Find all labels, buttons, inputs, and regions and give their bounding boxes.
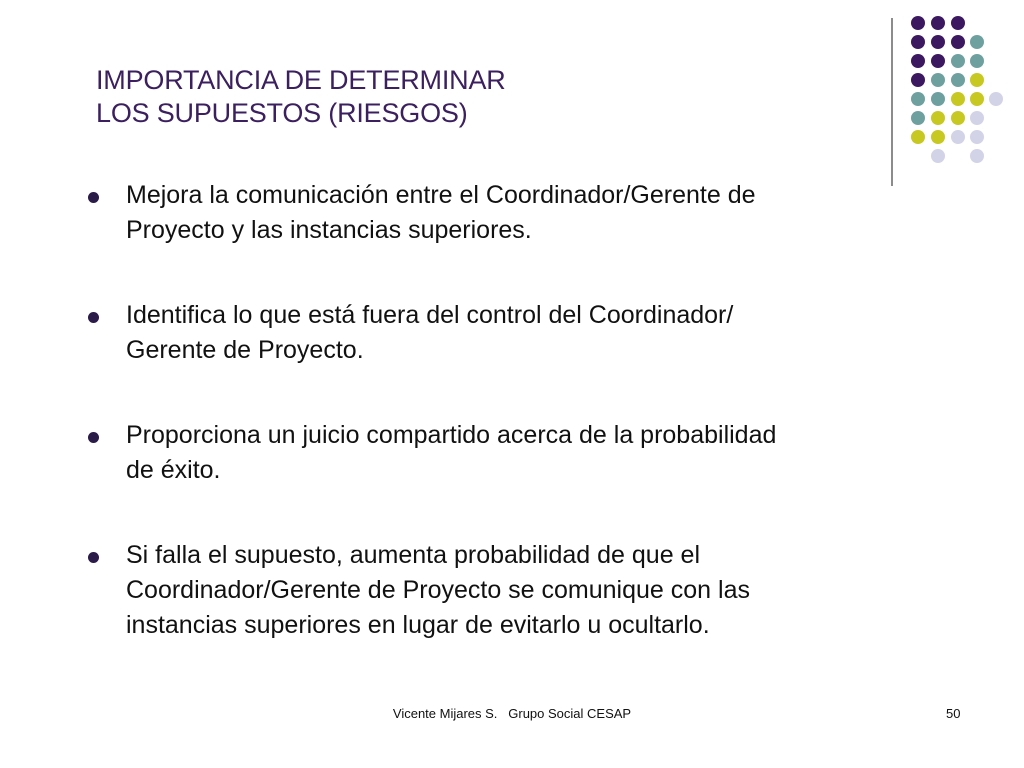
bullet-text-line: Coordinador/Gerente de Proyecto se comunique con las xyxy=(126,576,750,604)
dot-icon xyxy=(931,35,945,49)
bullet-dot-icon xyxy=(88,192,99,203)
dot-icon xyxy=(970,35,984,49)
dot-icon xyxy=(989,92,1003,106)
bullet-item xyxy=(88,178,888,248)
bullet-text-line: Si falla el supuesto, aumenta probabilidad de que el xyxy=(126,541,701,569)
dot-icon xyxy=(970,73,984,87)
dot-icon xyxy=(911,16,925,30)
dot-icon xyxy=(931,73,945,87)
bullet-text-line: Gerente de Proyecto. xyxy=(126,336,364,364)
bullet-text-line: Mejora la comunicación entre el Coordinador/Gerente de xyxy=(126,181,756,209)
dot-icon xyxy=(931,130,945,144)
dot-icon xyxy=(931,111,945,125)
bullet-text-line: Identifica lo que está fuera del control del Coordinador/ xyxy=(126,301,734,329)
bullet-text-line: instancias superiores en lugar de evitarlo u ocultarlo. xyxy=(126,611,710,639)
dot-icon xyxy=(931,92,945,106)
slide-title-line-2: LOS SUPUESTOS (RIESGOS) xyxy=(96,98,468,128)
dot-icon xyxy=(931,54,945,68)
dot-icon xyxy=(970,149,984,163)
dot-icon xyxy=(911,54,925,68)
dot-icon xyxy=(970,92,984,106)
bullet-text-line: Proyecto y las instancias superiores. xyxy=(126,216,532,244)
dot-icon xyxy=(951,16,965,30)
slide-title-line-1: IMPORTANCIA DE DETERMINAR xyxy=(96,65,506,95)
bullet-item xyxy=(88,538,888,643)
dot-icon xyxy=(911,35,925,49)
bullet-text-line: Proporciona un juicio compartido acerca de la probabilidad xyxy=(126,421,777,449)
bullet-item xyxy=(88,418,888,488)
bullet-text-line: de éxito. xyxy=(126,456,221,484)
bullet-dot-icon xyxy=(88,552,99,563)
dot-icon xyxy=(911,130,925,144)
dot-icon xyxy=(911,92,925,106)
dot-icon xyxy=(951,73,965,87)
dot-icon xyxy=(951,54,965,68)
footer-author: Vicente Mijares S. Grupo Social CESAP xyxy=(392,706,632,721)
dot-icon xyxy=(951,35,965,49)
dot-icon xyxy=(911,111,925,125)
decorative-dot-grid xyxy=(0,0,1024,200)
dot-icon xyxy=(970,111,984,125)
bullet-item xyxy=(88,298,888,368)
dot-icon xyxy=(970,54,984,68)
dot-icon xyxy=(931,16,945,30)
page-number: 50 xyxy=(946,706,961,721)
dot-icon xyxy=(911,73,925,87)
dot-icon xyxy=(951,111,965,125)
dot-icon xyxy=(931,149,945,163)
bullet-dot-icon xyxy=(88,312,99,323)
dot-icon xyxy=(970,130,984,144)
dot-icon xyxy=(951,92,965,106)
dot-icon xyxy=(951,130,965,144)
bullet-list xyxy=(88,178,888,693)
bullet-dot-icon xyxy=(88,432,99,443)
